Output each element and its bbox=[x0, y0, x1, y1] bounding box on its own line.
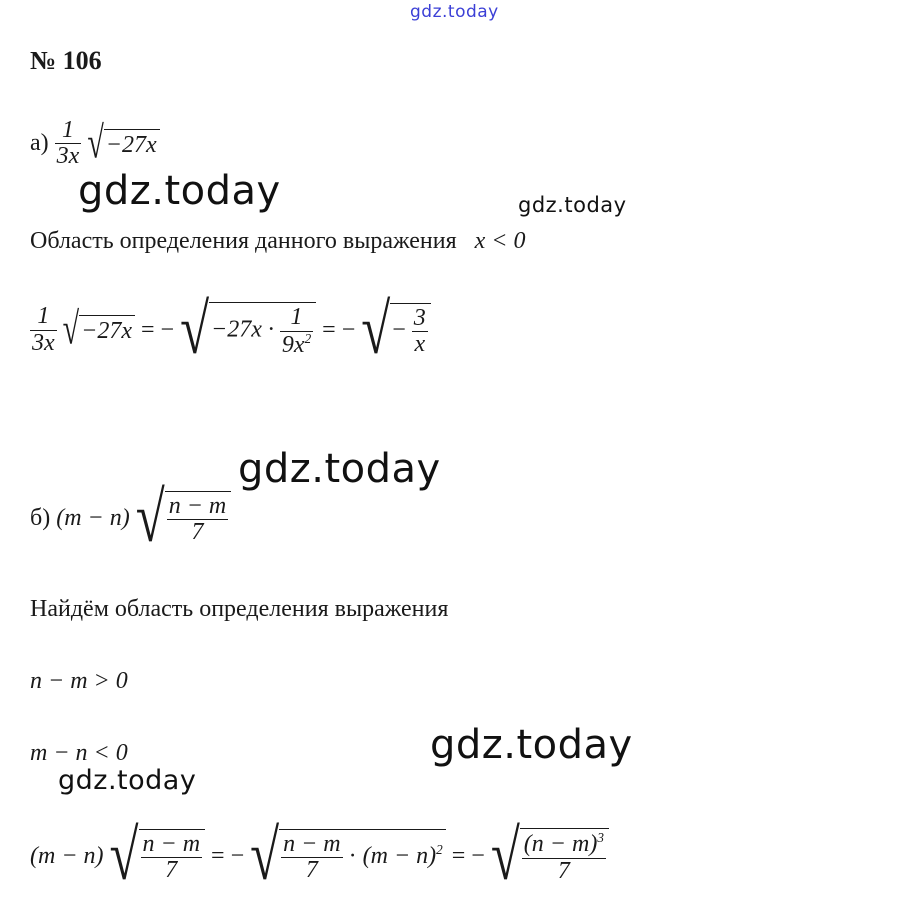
eq-result-sqrt bbox=[490, 816, 609, 896]
radical-sign: √ bbox=[109, 816, 139, 896]
eq-mid-fraction bbox=[281, 832, 343, 883]
eq-mid-factor: $(m - n)^2$ bbox=[362, 842, 443, 870]
lhs-fraction bbox=[30, 304, 57, 355]
mid-numerator: 1 bbox=[280, 305, 313, 331]
part-b-condition-1: n − m > 0 bbox=[30, 668, 128, 694]
fraction-denominator: 3x bbox=[56, 143, 80, 170]
result-denominator: x bbox=[414, 331, 426, 357]
eq-lhs-sqrt bbox=[109, 816, 206, 896]
radical-sign: √ bbox=[250, 816, 280, 896]
eq-lhs-radicand bbox=[139, 829, 206, 883]
part-a-fraction bbox=[55, 118, 82, 169]
result-radicand bbox=[390, 303, 431, 357]
eq-mid-sqrt bbox=[250, 816, 446, 896]
part-a-domain bbox=[30, 228, 525, 255]
radicand: −27x bbox=[104, 129, 160, 159]
eq-result-fraction bbox=[522, 831, 606, 883]
lhs-radicand: −27x bbox=[79, 315, 135, 345]
part-b-expression bbox=[30, 478, 237, 558]
eq-mid-denominator: 7 bbox=[305, 857, 318, 883]
lhs-numerator: 1 bbox=[30, 304, 57, 330]
lhs-denominator: 3x bbox=[32, 329, 55, 356]
radical-sign: √ bbox=[87, 118, 104, 168]
mid-radicand bbox=[209, 302, 316, 357]
lhs-sqrt bbox=[62, 304, 135, 354]
eq-mid-numerator: n − m bbox=[283, 830, 341, 857]
equals-minus-4: = − bbox=[451, 842, 485, 869]
radical-sign: √ bbox=[361, 290, 391, 370]
eq-mid-radicand bbox=[279, 829, 446, 883]
eq-result-denominator: 7 bbox=[557, 857, 570, 884]
part-b-condition-2: m − n < 0 bbox=[30, 740, 128, 766]
part-b-equation bbox=[30, 816, 615, 896]
result-numerator: 3 bbox=[413, 304, 426, 331]
radical-sign: √ bbox=[62, 304, 80, 354]
result-fraction bbox=[412, 306, 428, 357]
part-a-label: а) bbox=[30, 130, 49, 157]
radical-sign: √ bbox=[180, 290, 210, 370]
watermark-small-2: gdz.today bbox=[58, 765, 197, 796]
result-prefix: − bbox=[392, 317, 406, 344]
part-b-numerator: n − m bbox=[168, 492, 227, 519]
eq-mid-dot: · bbox=[348, 843, 357, 870]
part-b-domain-text: Найдём область определения выражения bbox=[30, 596, 449, 622]
part-b-factor: (m − n) bbox=[56, 504, 130, 531]
mid-denominator: $9x^2$ bbox=[281, 330, 312, 358]
eq-lhs-fraction bbox=[141, 832, 203, 883]
watermark-large-2: gdz.today bbox=[238, 446, 441, 492]
watermark-large-1: gdz.today bbox=[78, 168, 281, 214]
mid-fraction bbox=[280, 305, 313, 357]
part-a-equation bbox=[30, 290, 437, 370]
result-sqrt bbox=[361, 290, 431, 370]
mid-sqrt bbox=[180, 290, 316, 370]
sqrt bbox=[87, 118, 159, 168]
watermark-small-1: gdz.today bbox=[518, 193, 627, 217]
radical-sign: √ bbox=[490, 816, 520, 896]
domain-condition: x < 0 bbox=[474, 228, 526, 254]
part-b-sqrt bbox=[135, 478, 232, 558]
mid-radicand-term: −27x · bbox=[211, 317, 274, 344]
part-a-expression bbox=[30, 118, 166, 169]
domain-text: Область определения данного выражения bbox=[30, 228, 457, 254]
fraction-numerator: 1 bbox=[55, 118, 82, 144]
part-b-fraction bbox=[167, 494, 229, 545]
radical-sign: √ bbox=[135, 478, 165, 558]
eq-lhs-factor: (m − n) bbox=[30, 842, 104, 869]
equals-minus-3: = − bbox=[211, 842, 245, 869]
equals-minus-2: = − bbox=[322, 316, 356, 343]
problem-title: № 106 bbox=[30, 46, 102, 75]
part-b-denominator: 7 bbox=[191, 519, 204, 545]
equals-minus-1: = − bbox=[140, 316, 175, 343]
eq-lhs-denominator: 7 bbox=[165, 857, 178, 883]
eq-lhs-numerator: n − m bbox=[142, 830, 201, 857]
eq-result-numerator: $(n - m)^3$ bbox=[523, 830, 604, 858]
part-b-label: б) bbox=[30, 504, 51, 531]
eq-result-radicand bbox=[520, 828, 609, 883]
part-b-radicand bbox=[165, 491, 232, 545]
watermark-large-3: gdz.today bbox=[430, 722, 633, 768]
watermark-top: gdz.today bbox=[410, 2, 499, 22]
